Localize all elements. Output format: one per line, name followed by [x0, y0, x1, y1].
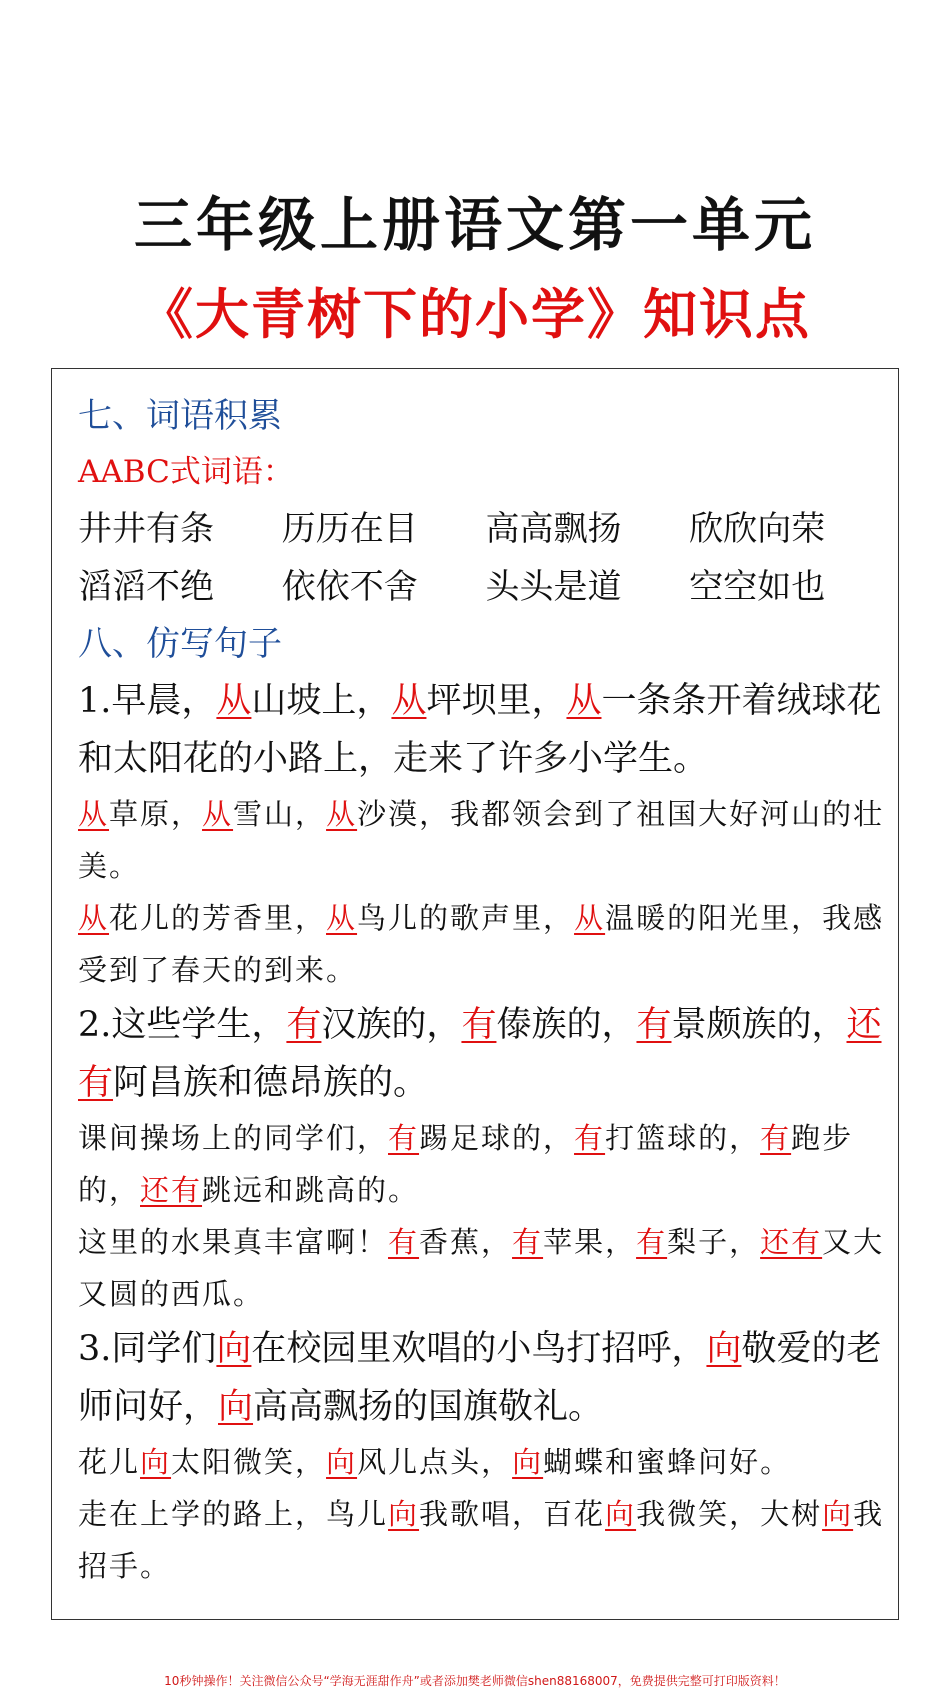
- keyword-highlight: 从: [78, 797, 110, 831]
- keyword-highlight: 有: [388, 1225, 420, 1259]
- keyword-highlight: 还有: [760, 1225, 823, 1259]
- example-sentence: [78, 996, 893, 1112]
- sentence-text: 傣族的，: [496, 1005, 637, 1045]
- word-item: 头头是道: [485, 567, 622, 607]
- sentence-text: 3.同学们: [78, 1329, 217, 1369]
- imitation-sentence: [78, 1436, 893, 1488]
- content-area: [78, 388, 893, 1592]
- keyword-highlight: 从: [216, 681, 252, 721]
- sentence-text: 一条条开着绒球花和太阳花的小路上，走来了许多小学生。: [78, 681, 882, 779]
- example-sentence: [78, 672, 893, 788]
- sentence-text: 课间操场上的同学们，: [78, 1121, 389, 1155]
- sentence-text: 太阳微笑，: [171, 1445, 327, 1479]
- keyword-highlight: 从: [574, 901, 606, 935]
- imitation-sentence: [78, 1112, 893, 1216]
- keyword-highlight: 有: [574, 1121, 606, 1155]
- word-item: 滔滔不绝: [78, 567, 214, 607]
- imitation-sentence: [78, 1488, 893, 1592]
- page-title: 三年级上册语文第一单元: [133, 191, 816, 259]
- footer-promo: 10秒钟操作！关注微信公众号“学海无涯甜作舟”或者添加樊老师微信shen88168007，免费提供完整可打印版资料！: [164, 1674, 786, 1688]
- sentence-text: 1.早晨，: [78, 681, 217, 721]
- sentence-text: 这里的水果真丰富啊！: [78, 1225, 389, 1259]
- keyword-highlight: 从: [326, 797, 358, 831]
- keyword-highlight: 向: [388, 1497, 420, 1531]
- keyword-highlight: 从: [326, 901, 358, 935]
- word-item: 历历在目: [281, 509, 418, 549]
- section-heading-vocabulary: 七、词语积累: [78, 396, 282, 436]
- sentence-text: 蝴蝶和蜜蜂问好。: [543, 1445, 792, 1479]
- keyword-highlight: 有: [636, 1225, 668, 1259]
- sentence-text: 风儿点头，: [357, 1445, 513, 1479]
- sentence-text: 山坡上，: [251, 681, 392, 721]
- sentence-text: 高高飘扬的国旗敬礼。: [253, 1387, 604, 1427]
- word-item: 欣欣向荣: [689, 509, 826, 549]
- keyword-highlight: 有: [512, 1225, 544, 1259]
- sentence-text: 踢足球的，: [419, 1121, 575, 1155]
- sentence-list: [78, 672, 893, 1592]
- imitation-sentence: [78, 892, 893, 996]
- sentence-text: 坪坝里，: [426, 681, 567, 721]
- sentence-text: 苹果，: [543, 1225, 637, 1259]
- keyword-highlight: 还有: [78, 1005, 882, 1103]
- keyword-highlight: 还有: [140, 1173, 203, 1207]
- keyword-highlight: 从: [78, 901, 110, 935]
- example-sentence: [78, 1320, 893, 1436]
- section-heading-imitation: 八、仿写句子: [78, 624, 282, 664]
- sentence-text: 打篮球的，: [605, 1121, 761, 1155]
- sentence-text: 鸟儿的歌声里，: [357, 901, 575, 935]
- sentence-text: 敬爱的老师问好，: [78, 1329, 882, 1427]
- word-item: 井井有条: [78, 509, 214, 549]
- keyword-highlight: 有: [388, 1121, 420, 1155]
- sentence-text: 雪山，: [233, 797, 327, 831]
- keyword-highlight: 有: [461, 1005, 497, 1045]
- keyword-highlight: 向: [822, 1497, 854, 1531]
- word-row: [78, 558, 893, 616]
- sentence-text: 花儿: [78, 1445, 141, 1479]
- keyword-highlight: 从: [566, 681, 602, 721]
- keyword-highlight: 向: [326, 1445, 358, 1479]
- sentence-text: 又大又圆的西瓜。: [78, 1225, 885, 1311]
- imitation-sentence: [78, 788, 893, 892]
- sentence-text: 阿昌族和德昂族的。: [113, 1063, 429, 1103]
- sentence-text: 梨子，: [667, 1225, 761, 1259]
- sentence-text: 跑步的，: [78, 1121, 854, 1207]
- keyword-highlight: 有: [760, 1121, 792, 1155]
- word-item: 空空如也: [689, 567, 826, 607]
- sentence-text: 走在上学的路上，鸟儿: [78, 1497, 389, 1531]
- sentence-text: 在校园里欢唱的小鸟打招呼，: [251, 1329, 707, 1369]
- sentence-text: 花儿的芳香里，: [109, 901, 327, 935]
- sentence-text: 景颇族的，: [671, 1005, 847, 1045]
- sentence-text: 跳远和跳高的。: [202, 1173, 420, 1207]
- keyword-highlight: 有: [286, 1005, 322, 1045]
- section-subheading-aabc: AABC式词语：: [78, 454, 294, 490]
- keyword-highlight: 向: [140, 1445, 172, 1479]
- keyword-highlight: 从: [202, 797, 234, 831]
- keyword-highlight: 有: [636, 1005, 672, 1045]
- keyword-highlight: 向: [218, 1387, 254, 1427]
- word-item: 依依不舍: [281, 567, 418, 607]
- keyword-highlight: 向: [706, 1329, 742, 1369]
- word-row: [78, 500, 893, 558]
- keyword-highlight: 向: [216, 1329, 252, 1369]
- sentence-text: 香蕉，: [419, 1225, 513, 1259]
- sentence-text: 沙漠，我都领会到了祖国大好河山的壮美。: [78, 797, 885, 883]
- sentence-text: 我歌唱，百花: [419, 1497, 606, 1531]
- sentence-text: 草原，: [109, 797, 203, 831]
- sentence-text: 汉族的，: [321, 1005, 462, 1045]
- page-subtitle: 《大青树下的小学》知识点: [139, 283, 811, 346]
- keyword-highlight: 向: [605, 1497, 637, 1531]
- sentence-text: 温暖的阳光里，我感受到了春天的到来。: [78, 901, 885, 987]
- keyword-highlight: 从: [391, 681, 427, 721]
- sentence-text: 我微笑，大树: [636, 1497, 823, 1531]
- sentence-text: 2.这些学生，: [78, 1005, 287, 1045]
- keyword-highlight: 向: [512, 1445, 544, 1479]
- sentence-text: 我招手。: [78, 1497, 885, 1583]
- imitation-sentence: [78, 1216, 893, 1320]
- word-item: 高高飘扬: [485, 509, 622, 549]
